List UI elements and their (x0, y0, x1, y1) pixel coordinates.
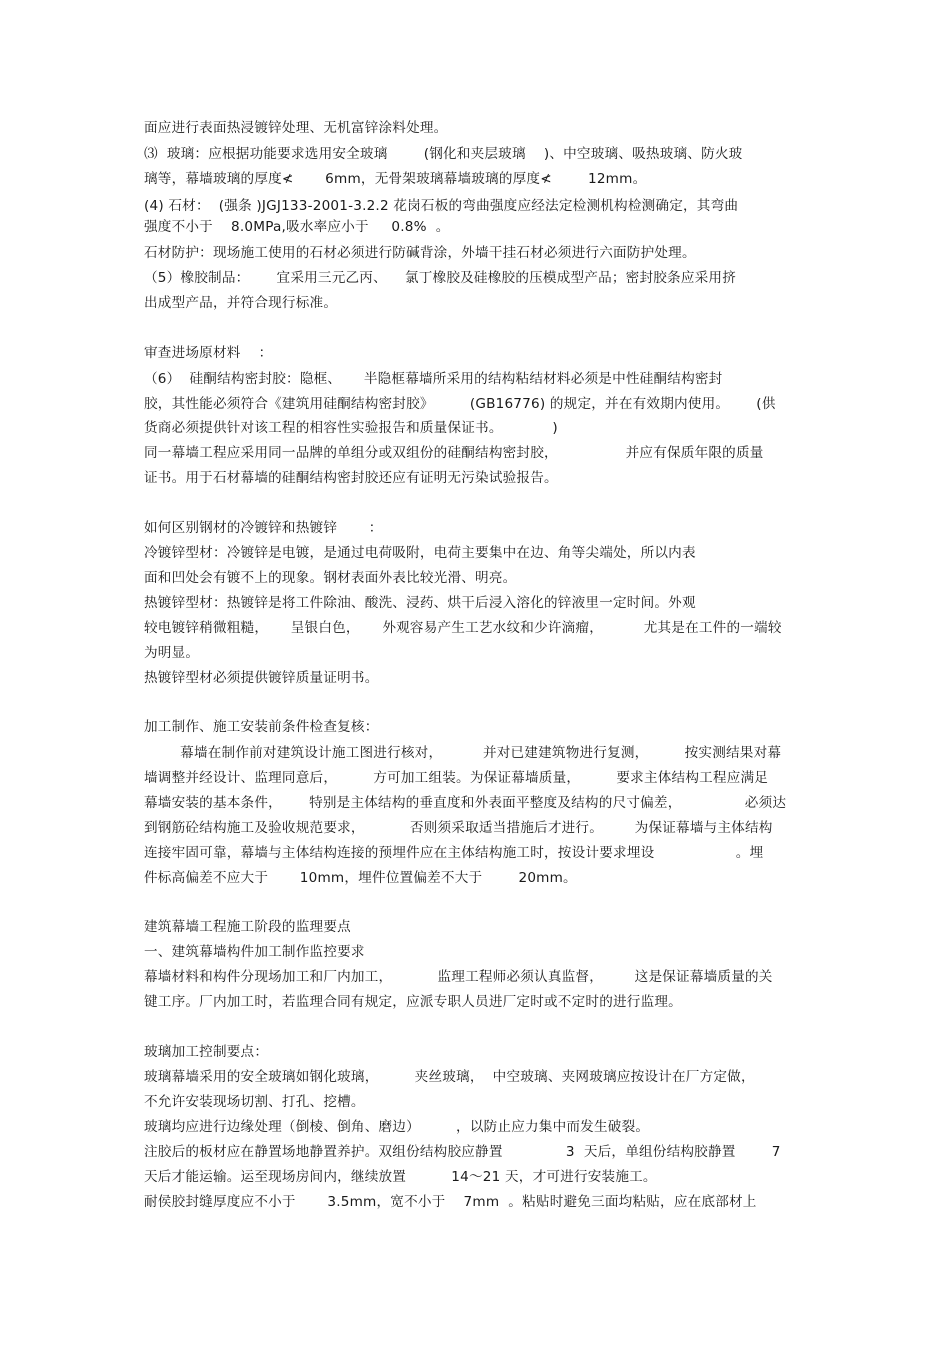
text-line: 幕墙安装的基本条件， 特别是主体结构的垂直度和外表面平整度及结构的尺寸偏差， 必须达 (144, 795, 787, 811)
text-line: 幕墙在制作前对建筑设计施工图进行核对， 并对已建建筑物进行复测， 按实测结果对幕 (144, 745, 782, 761)
text-line: 玻璃幕墙采用的安全玻璃如钢化玻璃， 夹丝玻璃， 中空玻璃、夹网玻璃应按设计在厂方定做， (144, 1069, 755, 1085)
text-line: ⑶ 玻璃：应根据功能要求选用安全玻璃 (钢化和夹层玻璃 )、中空玻璃、吸热玻璃、防火玻 (144, 146, 743, 162)
text-line: 注胶后的板材应在静置场地静置养护。双组份结构胶应静置 3 天后，单组份结构胶静置 7 (144, 1144, 781, 1160)
text-line: 耐侯胶封缝厚度应不小于 3.5mm，宽不小于 7mm 。粘贴时避免三面均粘贴，应在底部材上 (144, 1194, 757, 1210)
text-line: 为明显。 (144, 645, 200, 661)
section-heading: 审查进场原材料 ： (144, 345, 273, 361)
text-line: 货商必须提供针对该工程的相容性实验报告和质量保证书。 ) (144, 420, 558, 436)
text-line: （6） 硅酮结构密封胶：隐框、 半隐框幕墙所采用的结构粘结材料必须是中性硅酮结构密封 (144, 371, 723, 387)
text-line: 玻璃均应进行边缘处理（倒棱、倒角、磨边） ，以防止应力集中而发生破裂。 (144, 1119, 650, 1135)
text-line: 不允许安装现场切割、打孔、挖槽。 (144, 1094, 365, 1110)
text-line: 到钢筋砼结构施工及验收规范要求， 否则须采取适当措施后才进行。 为保证幕墙与主体结构 (144, 820, 773, 836)
text-line: (4) 石材： (强条 )JGJ133-2001-3.2.2 花岗石板的弯曲强度应经法定检测机构检测确定，其弯曲 (144, 198, 739, 214)
section-heading: 玻璃加工控制要点： (144, 1044, 269, 1060)
text-line: 件标高偏差不应大于 10mm，埋件位置偏差不大于 20mm。 (144, 870, 577, 886)
text-line: 同一幕墙工程应采用同一品牌的单组分或双组份的硅酮结构密封胶， 并应有保质年限的质量 (144, 445, 764, 461)
section-heading: 如何区别钢材的冷镀锌和热镀锌 ： (144, 520, 383, 536)
text-line: 连接牢固可靠，幕墙与主体结构连接的预埋件应在主体结构施工时，按设计要求埋设 。埋 (144, 845, 764, 861)
text-line: 璃等，幕墙玻璃的厚度≮ 6mm，无骨架玻璃幕墙玻璃的厚度≮ 12mm。 (144, 171, 647, 187)
text-line: 键工序。厂内加工时，若监理合同有规定，应派专职人员进厂定时或不定时的进行监理。 (144, 994, 682, 1010)
text-line: 天后才能运输。运至现场房间内，继续放置 14～21 天，才可进行安装施工。 (144, 1169, 657, 1185)
text-line: 胶，其性能必须符合《建筑用硅酮结构密封胶》 (GB16776) 的规定，并在有效期内使用。 (供 (144, 396, 776, 412)
text-line: 石材防护：现场施工使用的石材必须进行防碱背涂，外墙干挂石材必须进行六面防护处理。 (144, 245, 696, 261)
text-line: （5）橡胶制品： 宜采用三元乙丙、 氯丁橡胶及硅橡胶的压模成型产品；密封胶条应采用挤 (144, 270, 737, 286)
text-line: 出成型产品，并符合现行标准。 (144, 295, 338, 311)
text-line: 面和凹处会有镀不上的现象。钢材表面外表比较光滑、明亮。 (144, 570, 517, 586)
text-line: 强度不小于 8.0MPa,吸水率应小于 0.8% 。 (144, 219, 450, 235)
section-heading: 一、建筑幕墙构件加工制作监控要求 (144, 944, 365, 960)
text-line: 热镀锌型材必须提供镀锌质量证明书。 (144, 670, 379, 686)
text-line: 面应进行表面热浸镀锌处理、无机富锌涂料处理。 (144, 120, 448, 136)
section-heading: 建筑幕墙工程施工阶段的监理要点 (144, 919, 351, 935)
section-heading: 加工制作、施工安装前条件检查复核： (144, 719, 379, 735)
text-line: 冷镀锌型材：冷镀锌是电镀，是通过电荷吸附，电荷主要集中在边、角等尖端处，所以内表 (144, 545, 696, 561)
text-line: 墙调整并经设计、监理同意后， 方可加工组装。为保证幕墙质量， 要求主体结构工程应满足 (144, 770, 769, 786)
text-line: 热镀锌型材：热镀锌是将工件除油、酸洗、浸药、烘干后浸入溶化的锌液里一定时间。外观 (144, 595, 696, 611)
text-line: 证书。用于石材幕墙的硅酮结构密封胶还应有证明无污染试验报告。 (144, 470, 558, 486)
text-line: 较电镀锌稍微粗糙， 呈银白色， 外观容易产生工艺水纹和少许滴瘤， 尤其是在工件的一端较 (144, 620, 782, 636)
text-line: 幕墙材料和构件分现场加工和厂内加工， 监理工程师必须认真监督， 这是保证幕墙质量的关 (144, 969, 773, 985)
